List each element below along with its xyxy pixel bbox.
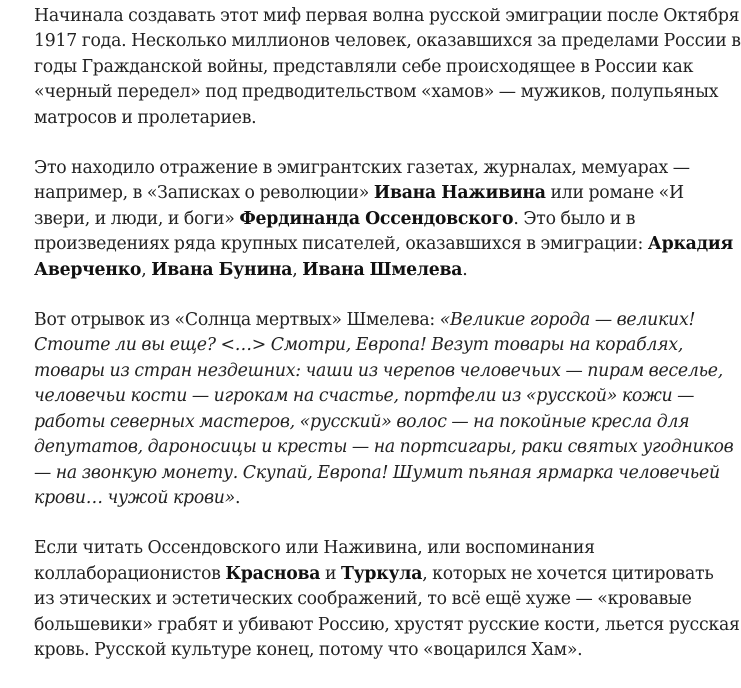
text-line [34, 258, 689, 283]
quote-text: крови… чужой крови» [34, 487, 235, 508]
author-name-averchenko-last: Аверченко [34, 259, 142, 280]
text-segment: . [462, 259, 468, 280]
text-segment: и [320, 563, 341, 584]
text-segment: , которых не хочется цитировать [422, 563, 714, 584]
paragraph-1 [34, 4, 741, 131]
quote-text: человечьи кости — игрокам на счастье, портфели из «русской» кожи — [34, 386, 695, 407]
paragraph-2 [34, 156, 733, 283]
person-name-krasnov: Краснова [225, 563, 321, 584]
quote-line [34, 461, 720, 486]
quote-text: депутатов, дароносицы и кресты — на портсигары, раки святых угодников [34, 437, 734, 458]
text-segment: , [141, 259, 152, 280]
text-line [34, 308, 696, 333]
quote-line [34, 384, 695, 409]
quote-text: работы северных мастеров, «русский» волос — на покойные кресла для [34, 411, 690, 432]
author-name-averchenko-first: Аркадия [647, 234, 733, 255]
paragraph-4 [34, 536, 740, 663]
quote-text: «Великие города — великих! [439, 310, 696, 331]
quote-line [34, 486, 689, 511]
text-segment: . Это было и в [513, 208, 636, 229]
quote-text: Стоите ли вы еще? <…> Смотри, Европа! Везут товары на кораблях, [34, 335, 684, 356]
quote-line [34, 359, 723, 384]
author-name-nazhivin: Ивана Наживина [373, 183, 546, 204]
text-line: из этических и эстетических соображений, то всё ещё хуже — «кровавые [34, 589, 692, 610]
text-segment: , [292, 259, 303, 280]
text-segment: или романе «И [545, 183, 684, 204]
article-body [34, 4, 741, 688]
text-line: матросов и пролетариев. [34, 107, 257, 128]
text-line: Это находило отражение в эмигрантских газетах, журналах, мемуарах — [34, 158, 690, 179]
text-line: годы Гражданской войны, представляли себе происходящее в России как [34, 56, 694, 77]
text-line [34, 207, 689, 232]
paragraph-3 [34, 308, 734, 511]
text-segment: например, в «Записках о революции» [34, 183, 374, 204]
text-line: 1917 года. Несколько миллионов человек, оказавшихся за пределами России в [34, 31, 741, 52]
text-line: большевики» грабят и убивают Россию, хрустят русские кости, льется русская [34, 614, 740, 635]
author-name-shmelev: Ивана Шмелева [302, 259, 463, 280]
quote-text: товары из стран нездешних: чаши из черепов человечьих — пирам веселье, [34, 360, 723, 381]
text-segment: Вот отрывок из «Солнца мертвых» Шмелева: [34, 310, 440, 331]
author-name-ossendowski: Фердинанда Оссендовского [239, 208, 514, 229]
quote-text: — на звонкую монету. Скупай, Европа! Шумит пьяная ярмарка человечьей [34, 462, 720, 483]
author-name-bunin: Ивана Бунина [151, 259, 293, 280]
text-line: «черный передел» под предводительством «хамов» — мужиков, полупьяных [34, 82, 719, 103]
person-name-turkul: Туркула [341, 563, 423, 584]
quote-line [34, 333, 689, 358]
quote-line [34, 435, 734, 460]
text-line: Если читать Оссендовского или Наживина, или воспоминания [34, 538, 595, 559]
text-line [34, 232, 733, 257]
text-segment: . [235, 487, 241, 508]
text-segment: звери, и люди, и боги» [34, 208, 240, 229]
text-segment: коллаборационистов [34, 563, 226, 584]
text-line [34, 562, 714, 587]
text-line [34, 181, 689, 206]
text-segment: произведениях ряда крупных писателей, оказавшихся в эмиграции: [34, 234, 648, 255]
text-line: Начинала создавать этот миф первая волна русской эмиграции после Октября [34, 6, 740, 26]
text-line: кровь. Русской культуре конец, потому что «воцарился Хам». [34, 639, 583, 660]
quote-line [34, 410, 689, 435]
